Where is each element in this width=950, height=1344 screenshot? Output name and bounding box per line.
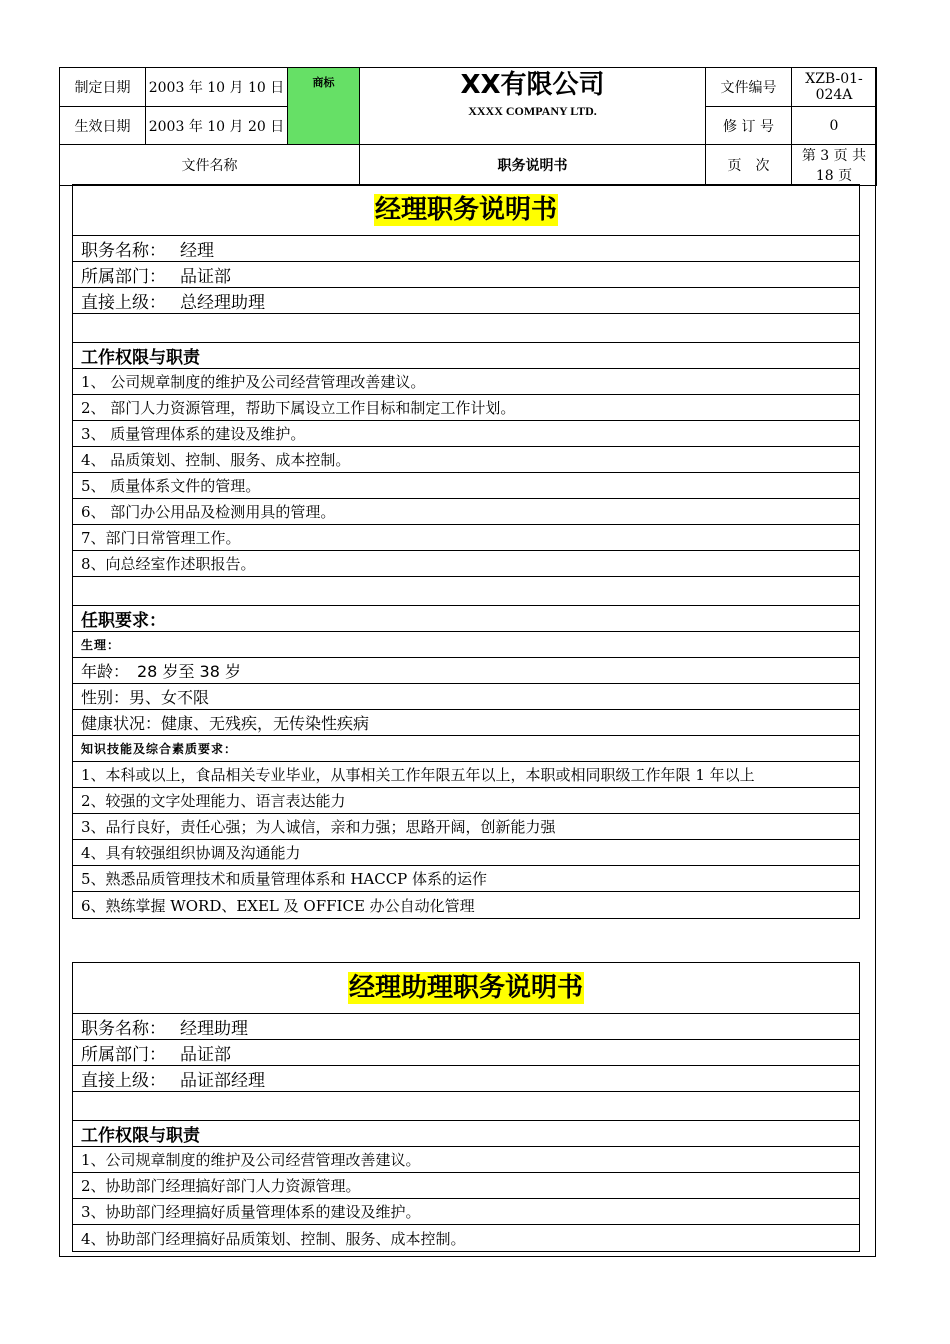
department-value: 品证部 <box>180 267 231 287</box>
duties-heading: 工作权限与职责 <box>73 343 859 369</box>
company-cell <box>360 68 706 145</box>
draft-date-value: 2003 年 10 月 10 日 <box>146 68 288 107</box>
effective-date-label: 生效日期 <box>60 107 146 145</box>
superior-value: 品证部经理 <box>180 1071 265 1091</box>
assistant-title: 经理助理职务说明书 <box>348 973 583 1003</box>
position-value: 经理助理 <box>180 1019 248 1039</box>
skill-item: 6、熟练掌握 WORD、EXEL 及 OFFICE 办公自动化管理 <box>81 896 475 915</box>
duty-item: 2、 部门人力资源管理，帮助下属设立工作目标和制定工作计划。 <box>73 395 859 421</box>
logo-label: 商标 <box>312 76 335 89</box>
duty-item: 5、 质量体系文件的管理。 <box>73 473 859 499</box>
manager-title: 经理职务说明书 <box>374 195 557 225</box>
duty-item: 7、部门日常管理工作。 <box>73 525 859 551</box>
skill-item: 3、品行良好，责任心强；为人诚信，亲和力强；思路开阔，创新能力强 <box>73 814 859 840</box>
position-label: 职务名称： <box>81 1019 166 1039</box>
draft-date-label: 制定日期 <box>60 68 146 107</box>
superior-row <box>73 288 859 314</box>
duty-item: 4、 品质策划、控制、服务、成本控制。 <box>73 447 859 473</box>
logo-box <box>288 68 360 145</box>
skill-item: 4、具有较强组织协调及沟通能力 <box>73 840 859 866</box>
position-value: 经理 <box>180 241 214 261</box>
blank-row <box>73 314 859 343</box>
revision-value: 0 <box>792 107 877 145</box>
file-name-label: 文件名称 <box>60 145 360 186</box>
superior-label: 直接上级： <box>81 293 166 313</box>
blank-row <box>73 577 859 606</box>
superior-value: 总经理助理 <box>180 293 265 313</box>
position-row <box>73 236 859 262</box>
duty-item: 3、 质量管理体系的建设及维护。 <box>73 421 859 447</box>
department-row <box>73 262 859 288</box>
revision-label: 修 订 号 <box>706 107 792 145</box>
duty-item: 8、向总经室作述职报告。 <box>73 551 859 577</box>
doc-no-value: XZB-01-024A <box>792 68 877 107</box>
department-label: 所属部门： <box>81 267 166 287</box>
section-title-row <box>73 185 859 236</box>
blank-row <box>73 1092 859 1121</box>
file-name-value: 职务说明书 <box>360 145 706 186</box>
department-row <box>73 1040 859 1066</box>
duty-item: 1、 公司规章制度的维护及公司经营管理改善建议。 <box>73 369 859 395</box>
doc-no-label: 文件编号 <box>706 68 792 107</box>
position-label: 职务名称： <box>81 241 166 261</box>
skill-item: 5、熟悉品质管理技术和质量管理体系和 HACCP 体系的运作 <box>73 866 859 892</box>
document-header <box>59 67 877 186</box>
duties-heading: 工作权限与职责 <box>73 1121 859 1147</box>
gender-row: 性别：男、女不限 <box>73 684 859 710</box>
physical-heading: 生理： <box>73 632 859 658</box>
superior-label: 直接上级： <box>81 1071 166 1091</box>
skills-heading: 知识技能及综合素质要求： <box>73 736 859 762</box>
duty-item: 4、协助部门经理搞好品质策划、控制、服务、成本控制。 <box>81 1229 466 1248</box>
requirements-heading: 任职要求： <box>73 606 859 632</box>
duty-item: 2、协助部门经理搞好部门人力资源管理。 <box>73 1173 859 1199</box>
assistant-job-description <box>72 962 860 1252</box>
skill-item: 2、较强的文字处理能力、语言表达能力 <box>73 788 859 814</box>
page-label: 页 次 <box>706 145 792 186</box>
superior-row <box>73 1066 859 1092</box>
skill-item: 1、本科或以上，食品相关专业毕业，从事相关工作年限五年以上，本职或相同职级工作年限 1 年以上 <box>73 762 859 788</box>
duty-item: 6、 部门办公用品及检测用具的管理。 <box>73 499 859 525</box>
manager-job-description <box>72 184 860 919</box>
page-value: 第 3 页 共 18 页 <box>792 145 877 186</box>
company-name-en: XXXX COMPANY LTD. <box>468 104 597 118</box>
department-value: 品证部 <box>180 1045 231 1065</box>
section-title-row <box>73 963 859 1014</box>
position-row <box>73 1014 859 1040</box>
duty-item: 1、公司规章制度的维护及公司经营管理改善建议。 <box>73 1147 859 1173</box>
age-row: 年龄： 28 岁至 38 岁 <box>73 658 859 684</box>
effective-date-value: 2003 年 10 月 20 日 <box>146 107 288 145</box>
company-name: XX有限公司 <box>460 70 605 100</box>
duty-item: 3、协助部门经理搞好质量管理体系的建设及维护。 <box>73 1199 859 1225</box>
health-row: 健康状况：健康、无残疾，无传染性疾病 <box>73 710 859 736</box>
department-label: 所属部门： <box>81 1045 166 1065</box>
